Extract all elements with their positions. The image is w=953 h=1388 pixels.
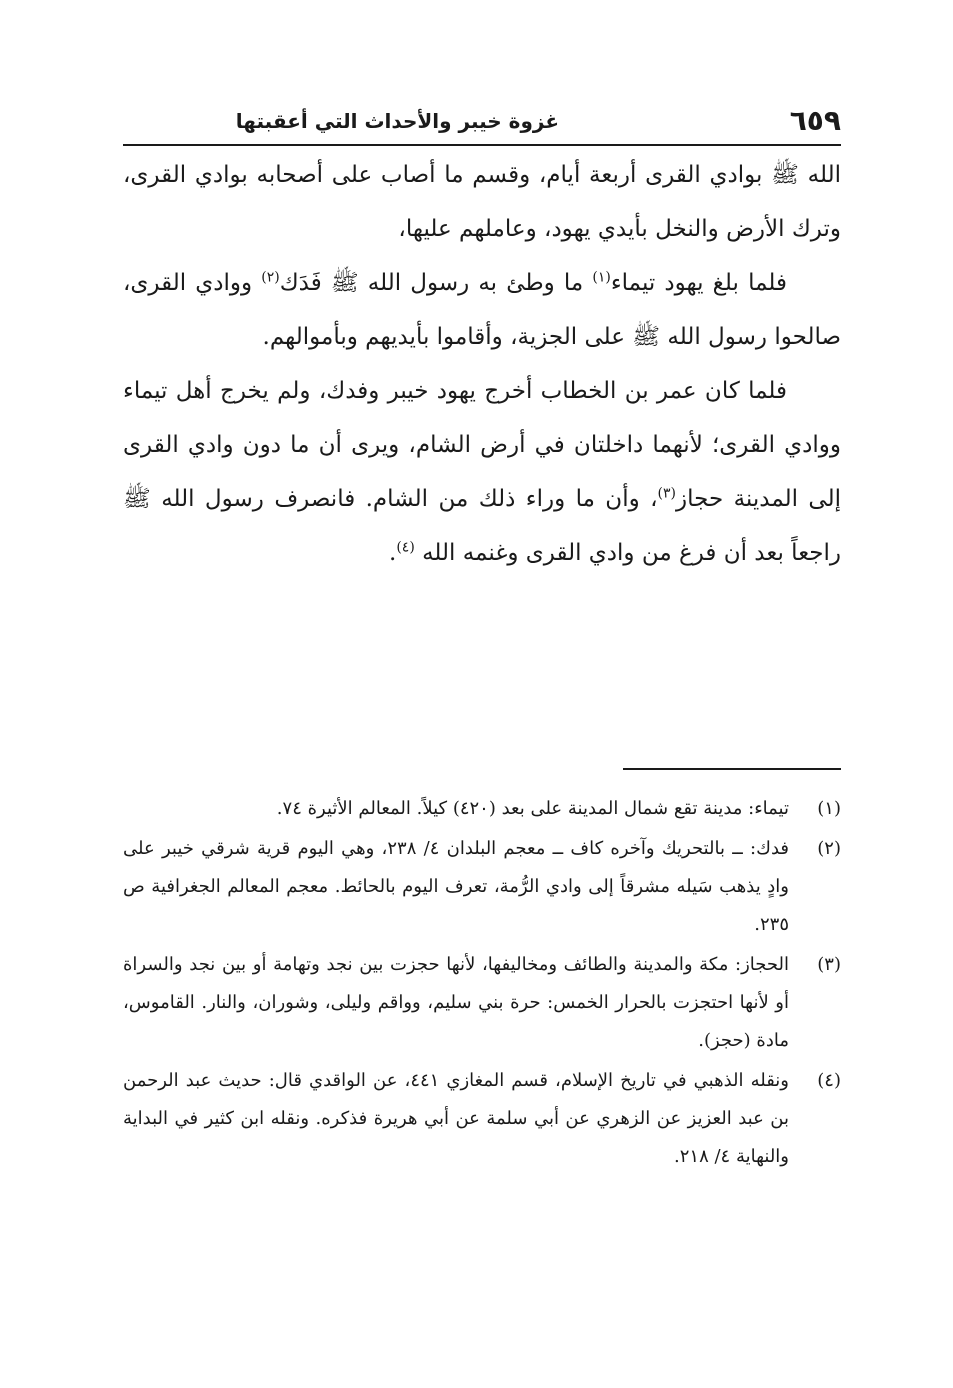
paragraph-3-text-b: ، وأن ما وراء ذلك من الشام. فانصرف رسول الله ﷺ راجعاً بعد أن فرغ من وادي القرى وغنمه الله	[123, 486, 841, 566]
footnote-number: (١)	[817, 798, 841, 819]
footnote-ref-4[interactable]: (٤)	[396, 539, 415, 556]
footnote-text: فدك: ــ بالتحريك وآخره كاف ــ معجم البلدان ٤/ ٢٣٨، وهي اليوم قرية شرقي خيبر على وادٍ يذهب سَيله مشرقاً إلى وادي الرُّمة، تعرف اليوم بالحائط. معجم المعالم الجغرافية ص ٢٣٥.	[123, 838, 789, 935]
footnote-2	[123, 830, 841, 944]
paragraph-2-text-b: ما وطئ به رسول الله ﷺ فَدَك	[279, 270, 593, 296]
footnote-ref-2[interactable]: (٢)	[261, 269, 280, 286]
footnote-number: (٣)	[817, 954, 841, 975]
paragraph-2	[123, 256, 841, 364]
footnote-text: تيماء: مدينة تقع شمال المدينة على بعد (٤٢٠) كيلاً. المعالم الأثيرة ٧٤.	[276, 798, 789, 819]
footnote-4	[123, 1062, 841, 1176]
footnote-number: (٤)	[817, 1070, 841, 1091]
footnote-3	[123, 946, 841, 1060]
paragraph-2-text-a: فلما بلغ يهود تيماء	[610, 270, 787, 296]
footnote-separator	[623, 768, 841, 770]
page-number: ٦٥٩	[789, 104, 841, 137]
footnotes-section	[123, 790, 841, 1178]
footnote-text: الحجاز: مكة والمدينة والطائف ومخاليفها، لأنها حجزت بين نجد وتهامة أو بين نجد والسراة أو لأنها احتجزت بالحرار الخمس: حرة بني سليم، وواقم وليلى، وشوران، والنار. القاموس، مادة (حجز).	[123, 954, 789, 1051]
paragraph-3	[123, 364, 841, 580]
running-header	[123, 100, 841, 146]
footnote-text: ونقله الذهبي في تاريخ الإسلام، قسم المغازي ٤٤١، عن الواقدي قال: حديث عبد الرحمن بن عبد العزيز عن الزهري عن أبي سلمة عن أبي هريرة فذكره. ونقله ابن كثير في البداية والنهاية ٤/ ٢١٨.	[123, 1070, 790, 1167]
footnote-ref-1[interactable]: (١)	[592, 269, 611, 286]
chapter-title: غزوة خيبر والأحداث التي أعقبتها	[235, 109, 559, 133]
paragraph-2-text-c: ووادي القرى، صالحوا رسول الله ﷺ على الجزية، وأقاموا بأيديهم وبأموالهم.	[123, 270, 841, 350]
footnote-1	[123, 790, 841, 828]
footnote-ref-3[interactable]: (٣)	[657, 485, 676, 502]
paragraph-3-text-c: .	[389, 540, 397, 566]
paragraph-3-text-a: فلما كان عمر بن الخطاب أخرج يهود خيبر وفدك، ولم يخرج أهل تيماء ووادي القرى؛ لأنهما داخلتان في أرض الشام، ويرى أن ما دون وادي القرى إلى المدينة حجاز	[123, 378, 841, 512]
main-text	[123, 148, 841, 580]
paragraph-1: الله ﷺ بوادي القرى أربعة أيام، وقسم ما أصاب على أصحابه بوادي القرى، وترك الأرض والنخل بأيدي يهود، وعاملهم عليها،	[123, 162, 841, 242]
footnote-number: (٢)	[817, 838, 841, 859]
